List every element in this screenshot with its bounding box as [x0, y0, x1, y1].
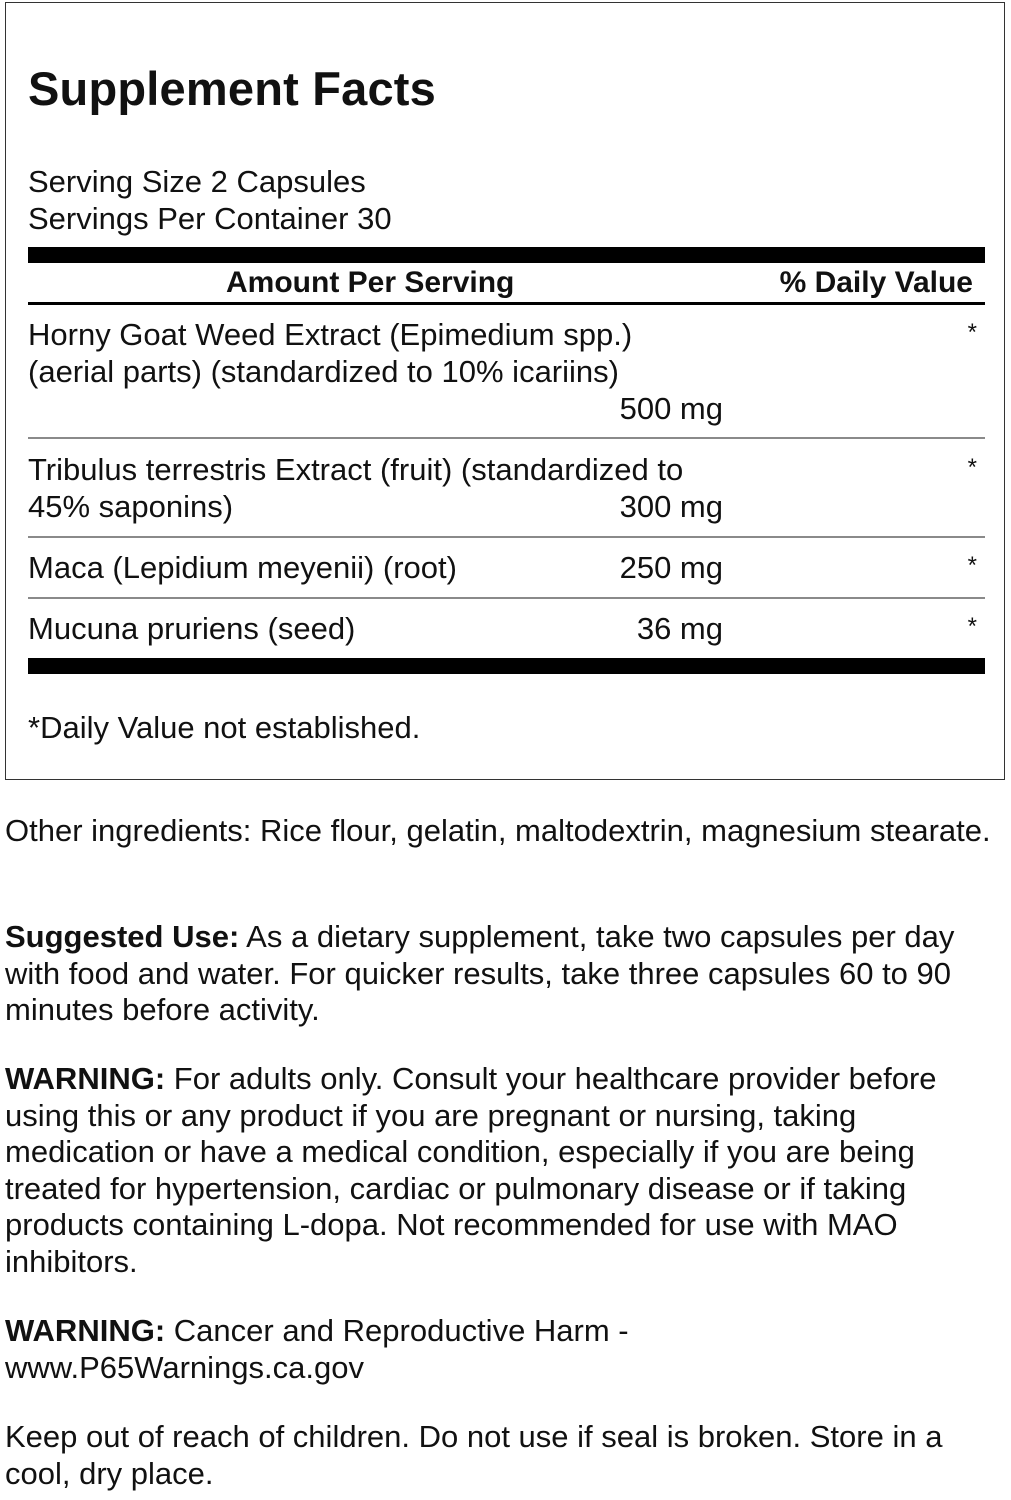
- ingredient-amount: 500 mg: [619, 391, 723, 426]
- header-bottom-rule: [28, 302, 985, 305]
- suggested-use: [5, 919, 1005, 1029]
- storage-instructions: Keep out of reach of children. Do not use if seal is broken. Store in a cool, dry place.: [5, 1419, 943, 1491]
- warning-label: WARNING:: [5, 1061, 166, 1096]
- ingredient-daily-value: *: [967, 454, 977, 481]
- suggested-use-label: Suggested Use:: [5, 919, 240, 954]
- warning-label: WARNING:: [5, 1313, 166, 1348]
- ingredient-amount: 250 mg: [619, 550, 723, 585]
- panel-title: Supplement Facts: [28, 62, 437, 115]
- row-divider: [28, 437, 985, 439]
- warning-text: Cancer and Reproductive Harm - www.P65Warnings.ca.gov: [5, 1313, 629, 1385]
- ingredient-daily-value: *: [967, 552, 977, 579]
- ingredient-daily-value: *: [967, 319, 977, 346]
- ingredient-name-line: Mucuna pruriens (seed): [28, 611, 356, 646]
- footer-thick-rule: [28, 658, 985, 674]
- other-ingredients: Other ingredients: Rice flour, gelatin, maltodextrin, magnesium stearate.: [5, 813, 991, 848]
- ingredient-name-line: Tribulus terrestris Extract (fruit) (standardized to: [28, 452, 684, 487]
- header-thick-rule: [28, 247, 985, 263]
- row-divider: [28, 536, 985, 538]
- warning-text: For adults only. Consult your healthcare provider before using this or any product if you are pregnant or nursing, taking medication or have a medical condition, especially if you are being treated for hypertension, cardiac or pulmonary disease or if taking products containing L-dopa. Not recommended for use with MAO inhibitors.: [5, 1061, 937, 1279]
- daily-value-header: % Daily Value: [779, 266, 973, 299]
- ingredient-amount: 300 mg: [619, 489, 723, 524]
- ingredient-amount: 36 mg: [636, 611, 723, 646]
- suggested-use-text: As a dietary supplement, take two capsules per day with food and water. For quicker results, take three capsules 60 to 90 minutes before activity.: [5, 919, 955, 1028]
- ingredient-daily-value: *: [967, 613, 977, 640]
- ingredient-name-line: Horny Goat Weed Extract (Epimedium spp.): [28, 317, 633, 352]
- serving-size: Serving Size 2 Capsules: [28, 164, 366, 199]
- daily-value-footnote: *Daily Value not established.: [28, 710, 421, 745]
- row-divider: [28, 597, 985, 599]
- warning-general: [5, 1061, 1005, 1281]
- ingredient-name-line: 45% saponins): [28, 489, 234, 524]
- ingredient-name-line: (aerial parts) (standardized to 10% icariins): [28, 354, 619, 389]
- amount-per-serving-header: Amount Per Serving: [226, 266, 515, 299]
- supplement-facts-panel: [5, 2, 1005, 780]
- ingredient-name-line: Maca (Lepidium meyenii) (root): [28, 550, 457, 585]
- servings-per-container: Servings Per Container 30: [28, 201, 392, 236]
- warning-prop65: [5, 1313, 685, 1386]
